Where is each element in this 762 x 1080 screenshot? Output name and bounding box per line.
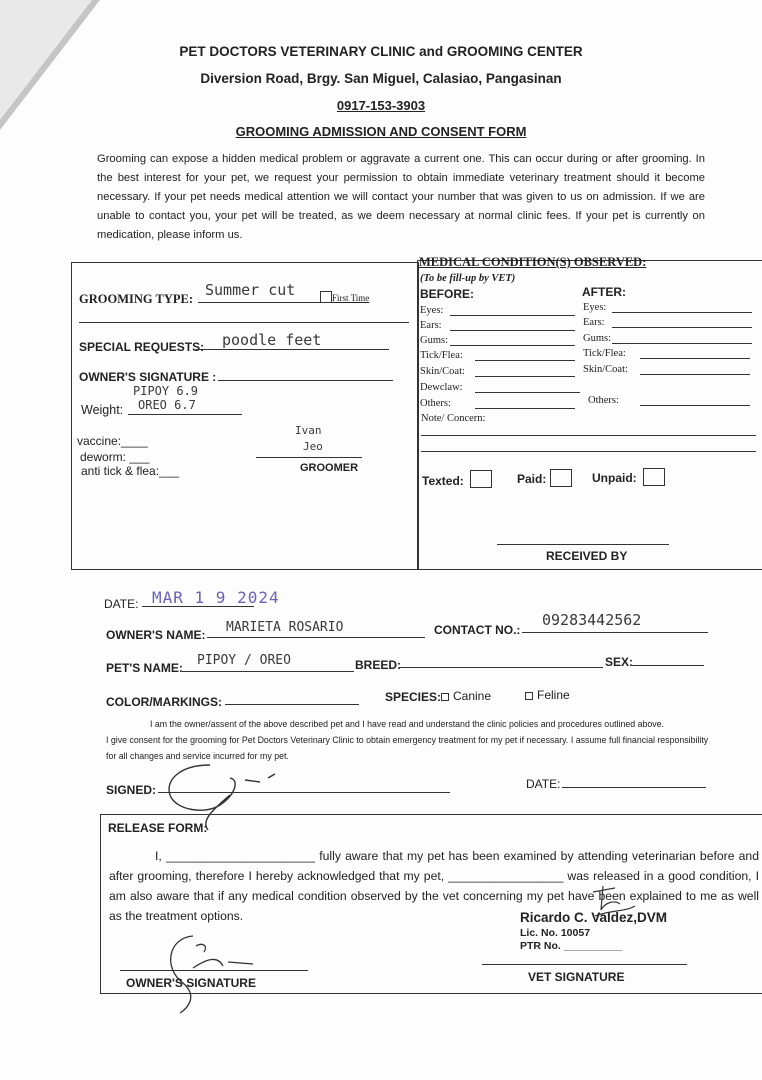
note-line-1	[421, 435, 756, 436]
after-item-line-4	[640, 374, 750, 375]
special-requests-label: SPECIAL REQUESTS:	[79, 340, 205, 354]
after-label: AFTER:	[582, 285, 626, 299]
release-title: RELEASE FORM:	[108, 821, 208, 835]
owner-signature-release-label: OWNER'S SIGNATURE	[126, 976, 256, 990]
intro-paragraph: Grooming can expose a hidden medical problem or aggravate a current one. This can occur during or after grooming. In the best interest for your pet, we request your permission to obtain immediate veterinary treatment should it become necessary. If your pet needs medical attention we will contact your number that was given to us on admission. If we are unable to contact you, your pet will be treated, as we deem necessary at normal clinic fees. If your pet is currently on medication, please inform us.	[97, 153, 705, 241]
feline-label: Feline	[537, 688, 570, 702]
after-item-4: Skin/Coat:	[583, 364, 628, 375]
date-stamp: MAR 1 9 2024	[152, 588, 280, 607]
before-label: BEFORE:	[420, 287, 474, 301]
date2-line	[562, 787, 706, 788]
pet-name-value[interactable]: PIPOY / OREO	[197, 653, 291, 668]
grooming-type-label: GROOMING TYPE:	[79, 292, 194, 306]
before-item-5: Dewclaw:	[420, 382, 463, 393]
after-item-line-1	[612, 327, 752, 328]
color-markings-line	[225, 704, 359, 705]
canine-checkbox[interactable]	[441, 693, 449, 701]
deworm-label: deworm: ___	[80, 450, 150, 464]
vet-ptr: PTR No. __________	[520, 940, 623, 952]
medical-subtitle: (To be fill-up by VET)	[420, 273, 516, 284]
after-item-0: Eyes:	[583, 302, 607, 313]
clinic-phone: 0917-153-3903	[336, 98, 426, 113]
vet-signature-scribble	[585, 882, 645, 922]
species-label: SPECIES:	[385, 690, 442, 704]
owner-name-value[interactable]: MARIETA ROSARIO	[226, 620, 344, 635]
groomer-label: GROOMER	[300, 462, 359, 474]
contact-label: CONTACT NO.:	[434, 623, 521, 637]
groomer-line	[256, 457, 362, 458]
after-item-line-2	[612, 343, 752, 344]
unpaid-label: Unpaid:	[592, 471, 637, 485]
weight-value-1: PIPOY 6.9	[133, 384, 199, 398]
form-title: GROOMING ADMISSION AND CONSENT FORM	[235, 124, 527, 139]
release-paragraph: I, ______________________ fully aware that my pet has been examined by attending veterinarian before and after grooming, therefore I hereby acknowledged that my pet, _________________ was released in a good condition, I am also aware that if any medical condition observed by the vet concerning my pet have been explained to me as well as the treatment options.	[109, 849, 759, 923]
special-requests-value[interactable]: poodle feet	[222, 331, 322, 349]
note-label: Note/ Concern:	[421, 413, 486, 424]
vaccine-label: vaccine:____	[77, 434, 148, 448]
received-by-line	[497, 544, 669, 545]
consent-line-2: I give consent for the grooming for Pet Doctors Veterinary Clinic to obtain emergency treatment for my pet if necessary. I assume full financial responsibility for all changes and service incurred for my pet.	[106, 735, 709, 761]
before-item-1: Ears:	[420, 320, 442, 331]
weight-line	[128, 414, 242, 415]
owner-signature-line	[218, 380, 393, 381]
feline-checkbox[interactable]	[525, 692, 533, 700]
after-item-2: Gums:	[583, 333, 612, 344]
date-label: DATE:	[104, 597, 139, 611]
canine-label: Canine	[453, 689, 492, 703]
anti-tick-label: anti tick & flea:___	[81, 464, 180, 478]
before-item-line-5	[475, 392, 580, 393]
groomer-name-1: Ivan	[295, 424, 322, 437]
groomer-name-2: Jeo	[303, 440, 323, 453]
grooming-type-value[interactable]: Summer cut	[205, 281, 296, 299]
after-item-3: Tick/Flea:	[583, 348, 626, 359]
contact-value[interactable]: 09283442562	[542, 611, 642, 629]
grooming-extra-line	[79, 322, 409, 323]
vet-name: Ricardo C. Valdez,DVM	[520, 910, 668, 925]
vet-signature-label: VET SIGNATURE	[528, 970, 625, 984]
weight-label: Weight:	[81, 403, 124, 417]
grooming-box	[71, 262, 419, 570]
weight-value-2: OREO 6.7	[138, 398, 196, 412]
unpaid-checkbox[interactable]	[643, 468, 665, 486]
owner-name-line	[207, 637, 425, 638]
before-item-6: Others:	[420, 398, 451, 409]
medical-title: MEDICAL CONDITION(S) OBSERVED:	[419, 255, 647, 269]
breed-label: BREED:	[355, 658, 402, 672]
clinic-name: PET DOCTORS VETERINARY CLINIC and GROOMING CENTER	[179, 44, 583, 59]
vet-license: Lic. No. 10057	[520, 927, 591, 939]
after-item-line-5	[640, 405, 750, 406]
contact-line	[522, 632, 708, 633]
sex-line	[632, 665, 704, 666]
pet-name-line	[182, 671, 354, 672]
note-line-2	[421, 451, 756, 452]
before-item-line-2	[450, 345, 575, 346]
before-item-4: Skin/Coat:	[420, 366, 465, 377]
before-item-0: Eyes:	[420, 305, 444, 316]
before-item-2: Gums:	[420, 335, 449, 346]
breed-line	[399, 667, 603, 668]
before-item-line-3	[475, 360, 575, 361]
after-item-line-0	[612, 312, 752, 313]
texted-label: Texted:	[422, 474, 464, 488]
after-item-5: Others:	[588, 395, 619, 406]
before-item-line-0	[450, 315, 575, 316]
paid-checkbox[interactable]	[550, 469, 572, 487]
sex-label: SEX:	[605, 655, 634, 669]
consent-line-1: I am the owner/assent of the above described pet and I have read and understand the clinic policies and procedures outlined above.	[150, 719, 664, 729]
color-markings-label: COLOR/MARKINGS:	[106, 695, 222, 709]
after-item-line-3	[640, 358, 750, 359]
release-signature-scribble	[158, 928, 268, 1018]
after-item-1: Ears:	[583, 317, 605, 328]
grooming-type-line	[198, 302, 320, 303]
pet-name-label: PET'S NAME:	[106, 661, 183, 675]
before-item-line-4	[475, 376, 575, 377]
before-item-line-6	[475, 408, 575, 409]
before-item-line-1	[450, 330, 575, 331]
date2-label: DATE:	[526, 777, 561, 791]
owner-name-label: OWNER'S NAME:	[106, 628, 206, 642]
consent-text	[106, 716, 716, 764]
first-time-label: First Time	[332, 293, 370, 303]
before-item-3: Tick/Flea:	[420, 350, 463, 361]
texted-checkbox[interactable]	[470, 470, 492, 488]
owner-signature-label: OWNER'S SIGNATURE :	[79, 370, 217, 384]
clinic-address: Diversion Road, Brgy. San Miguel, Calasiao, Pangasinan	[200, 71, 562, 86]
first-time-checkbox[interactable]	[320, 291, 332, 303]
signed-label: SIGNED:	[106, 783, 157, 797]
paid-label: Paid:	[517, 472, 547, 486]
vet-sig-line	[482, 964, 687, 965]
received-by-label: RECEIVED BY	[546, 549, 628, 563]
special-requests-line	[196, 349, 389, 350]
